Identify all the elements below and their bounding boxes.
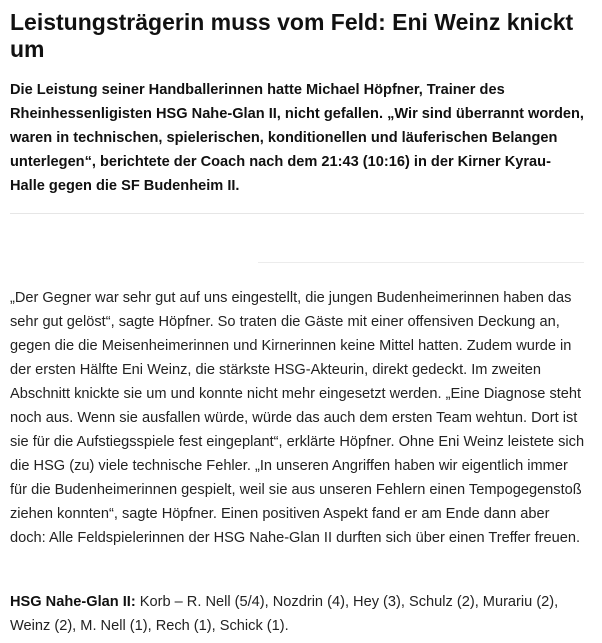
ad-placeholder-divider	[258, 262, 584, 263]
lead-divider	[10, 213, 584, 214]
lineup-team-name: HSG Nahe-Glan II:	[10, 594, 136, 610]
article	[10, 0, 585, 214]
lineup-players: Korb – R. Nell (5/4), Nozdrin (4), Hey (3), Schulz (2), Murariu (2), Weinz (2), M. Nell (1), Rech (1), Schick (1).	[10, 594, 559, 634]
team-lineup	[10, 590, 585, 638]
article-headline: Leistungsträgerin muss vom Feld: Eni Weinz knickt um	[10, 9, 574, 62]
article-lead: Die Leistung seiner Handballerinnen hatte Michael Höpfner, Trainer des Rheinhessenligisten HSG Nahe-Glan II, nicht gefallen. „Wir sind überrannt worden, waren in technischen, spielerischen, konditionellen und läuferischen Belangen unterlegen“, berichtete der Coach nach dem 21:43 (10:16) in der Kirner Kyrau-Halle gegen die SF Budenheim II.	[10, 82, 584, 194]
article-body: „Der Gegner war sehr gut auf uns eingestellt, die jungen Budenheimerinnen haben das sehr gut gelöst“, sagte Höpfner. So traten die Gäste mit einer offensiven Deckung an, gegen die die Meisenheimerinnen und Kirnerinnen keine Mittel hatten. Zudem wurde in der ersten Hälfte Eni Weinz, die stärkste HSG-Akteurin, direkt gedeckt. Im zweiten Abschnitt knickte sie um und konnte nicht mehr eingesetzt werden. „Eine Diagnose steht noch aus. Wenn sie ausfallen würde, würde das auch dem ersten Team wehtun. Dort ist sie für die Aufstiegsspiele fest eingeplant“, erklärte Höpfner. Ohne Eni Weinz leistete sich die HSG (zu) viele technische Fehler. „In unseren Angriffen haben wir eigentlich immer für die Budenheimerinnen gespielt, weil sie aus unseren Fehlern einen Tempogegenstoß ziehen konnten“, sagte Höpfner. Einen positiven Aspekt fand er am Ende dann aber doch: Alle Feldspielerinnen der HSG Nahe-Glan II durften sich über einen Treffer freuen.	[10, 290, 585, 546]
